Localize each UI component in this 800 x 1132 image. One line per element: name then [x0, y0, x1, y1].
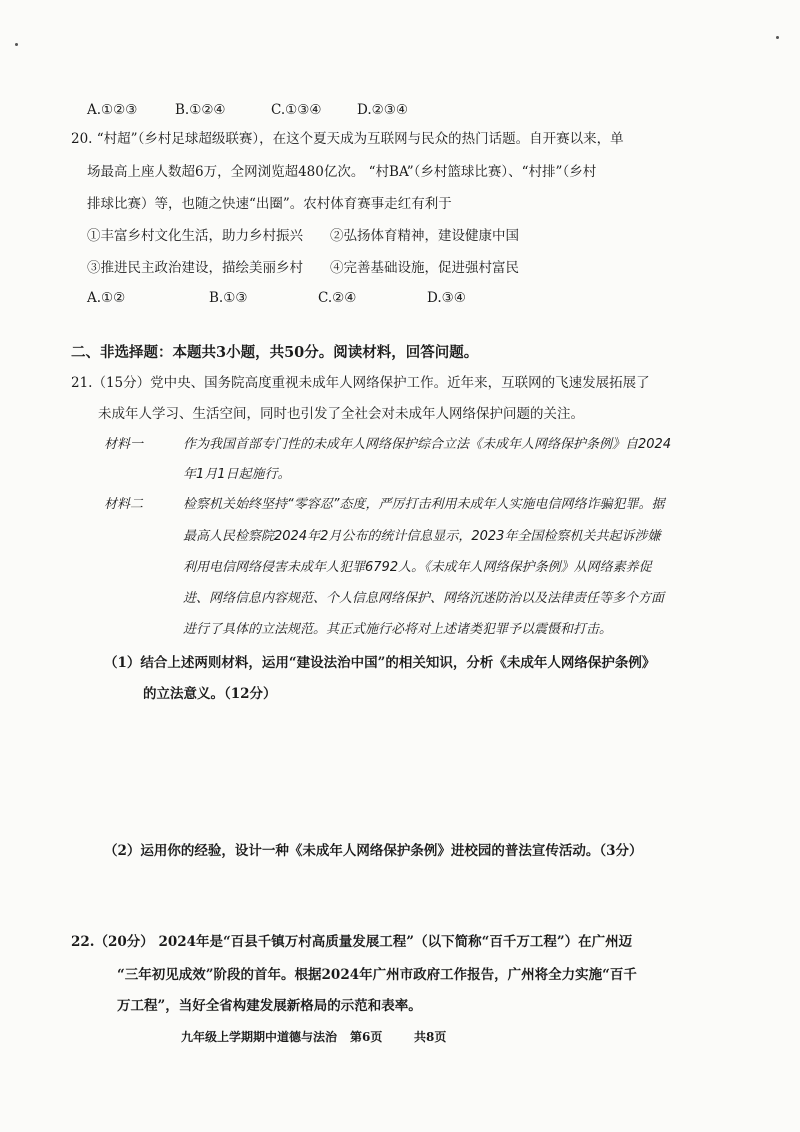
q20-statement-2: ②弘扬体育精神，建设健康中国	[330, 228, 519, 244]
q20-option-a: A.①②	[87, 290, 126, 306]
material1-line: 年1月1日起施行。	[183, 467, 291, 482]
scan-speck	[776, 36, 779, 39]
q20-option-c: C.②④	[318, 290, 357, 306]
material2-line: 利用电信网络侵害未成年人犯罪6792人。《未成年人网络保护条例》从网络素养促	[183, 560, 652, 575]
scan-speck	[15, 43, 18, 46]
material2-label: 材料二	[104, 497, 144, 512]
material2-line: 进、网络信息内容规范、个人信息网络保护、网络沉迷防治以及法律责任等多个方面	[183, 591, 665, 606]
q21-stem-line: 21.（15分）党中央、国务院高度重视未成年人网络保护工作。近年来，互联网的飞速发展拓展了	[71, 375, 650, 391]
material1-line: 作为我国首部专门性的未成年人网络保护综合立法《未成年人网络保护条例》自2024	[183, 437, 672, 452]
q19-option-c: C.①③④	[271, 102, 322, 118]
q21-stem-line: 未成年人学习、生活空间，同时也引发了全社会对未成年人网络保护问题的关注。	[98, 406, 584, 422]
material2-line: 检察机关始终坚持“零容忍”态度，严厉打击利用未成年人实施电信网络诈骗犯罪。据	[183, 497, 665, 512]
q19-option-d: D.②③④	[357, 102, 408, 118]
q22-stem-line: “三年初见成效”阶段的首年。根据2024年广州市政府工作报告，广州将全力实施“百千	[117, 967, 637, 983]
section-heading: 二、非选择题：本题共3小题，共50分。阅读材料，回答问题。	[71, 344, 479, 361]
q20-statement-1: ①丰富乡村文化生活，助力乡村振兴	[87, 228, 303, 244]
q19-option-a: A.①②③	[87, 102, 138, 118]
q21-sub2: （2）运用你的经验，设计一种《未成年人网络保护条例》进校园的普法宣传活动。（3分）	[104, 843, 643, 859]
footer-course: 九年级上学期期中道德与法治	[181, 1030, 338, 1044]
q22-stem-line: 万工程”，当好全省构建发展新格局的示范和表率。	[117, 998, 422, 1014]
material2-line: 最高人民检察院2024年2月公布的统计信息显示，2023年全国检察机关共起诉涉嫌	[183, 529, 661, 544]
q21-sub1-line: （1）结合上述两则材料，运用“建设法治中国”的相关知识，分析《未成年人网络保护条例》	[104, 655, 656, 671]
q20-stem-line: 场最高上座人数超6万，全网浏览超480亿次。 “村BA”（乡村篮球比赛）、“村排”（乡村	[87, 164, 597, 180]
material1-label: 材料一	[104, 437, 144, 452]
footer-page: 第6页	[350, 1030, 383, 1044]
q20-statement-4: ④完善基础设施，促进强村富民	[330, 260, 519, 276]
material2-line: 进行了具体的立法规范。其正式施行必将对上述诸类犯罪予以震慑和打击。	[183, 622, 613, 637]
q22-stem-line: 22.（20分） 2024年是“百县千镇万村高质量发展工程”（以下简称“百千万工程”）在广州迈	[71, 934, 633, 950]
q20-option-b: B.①③	[209, 290, 248, 306]
q20-stem-line: 排球比赛）等，也随之快速“出圈”。农村体育赛事走红有利于	[87, 196, 452, 212]
q20-option-d: D.③④	[427, 290, 466, 306]
footer-total: 共8页	[414, 1030, 447, 1044]
q20-stem-line: 20. “村超”（乡村足球超级联赛），在这个夏天成为互联网与民众的热门话题。自开赛以来，单	[71, 131, 624, 147]
q21-sub1-line: 的立法意义。（12分）	[143, 686, 277, 702]
q20-statement-3: ③推进民主政治建设，描绘美丽乡村	[87, 260, 303, 276]
q19-option-b: B.①②④	[175, 102, 226, 118]
